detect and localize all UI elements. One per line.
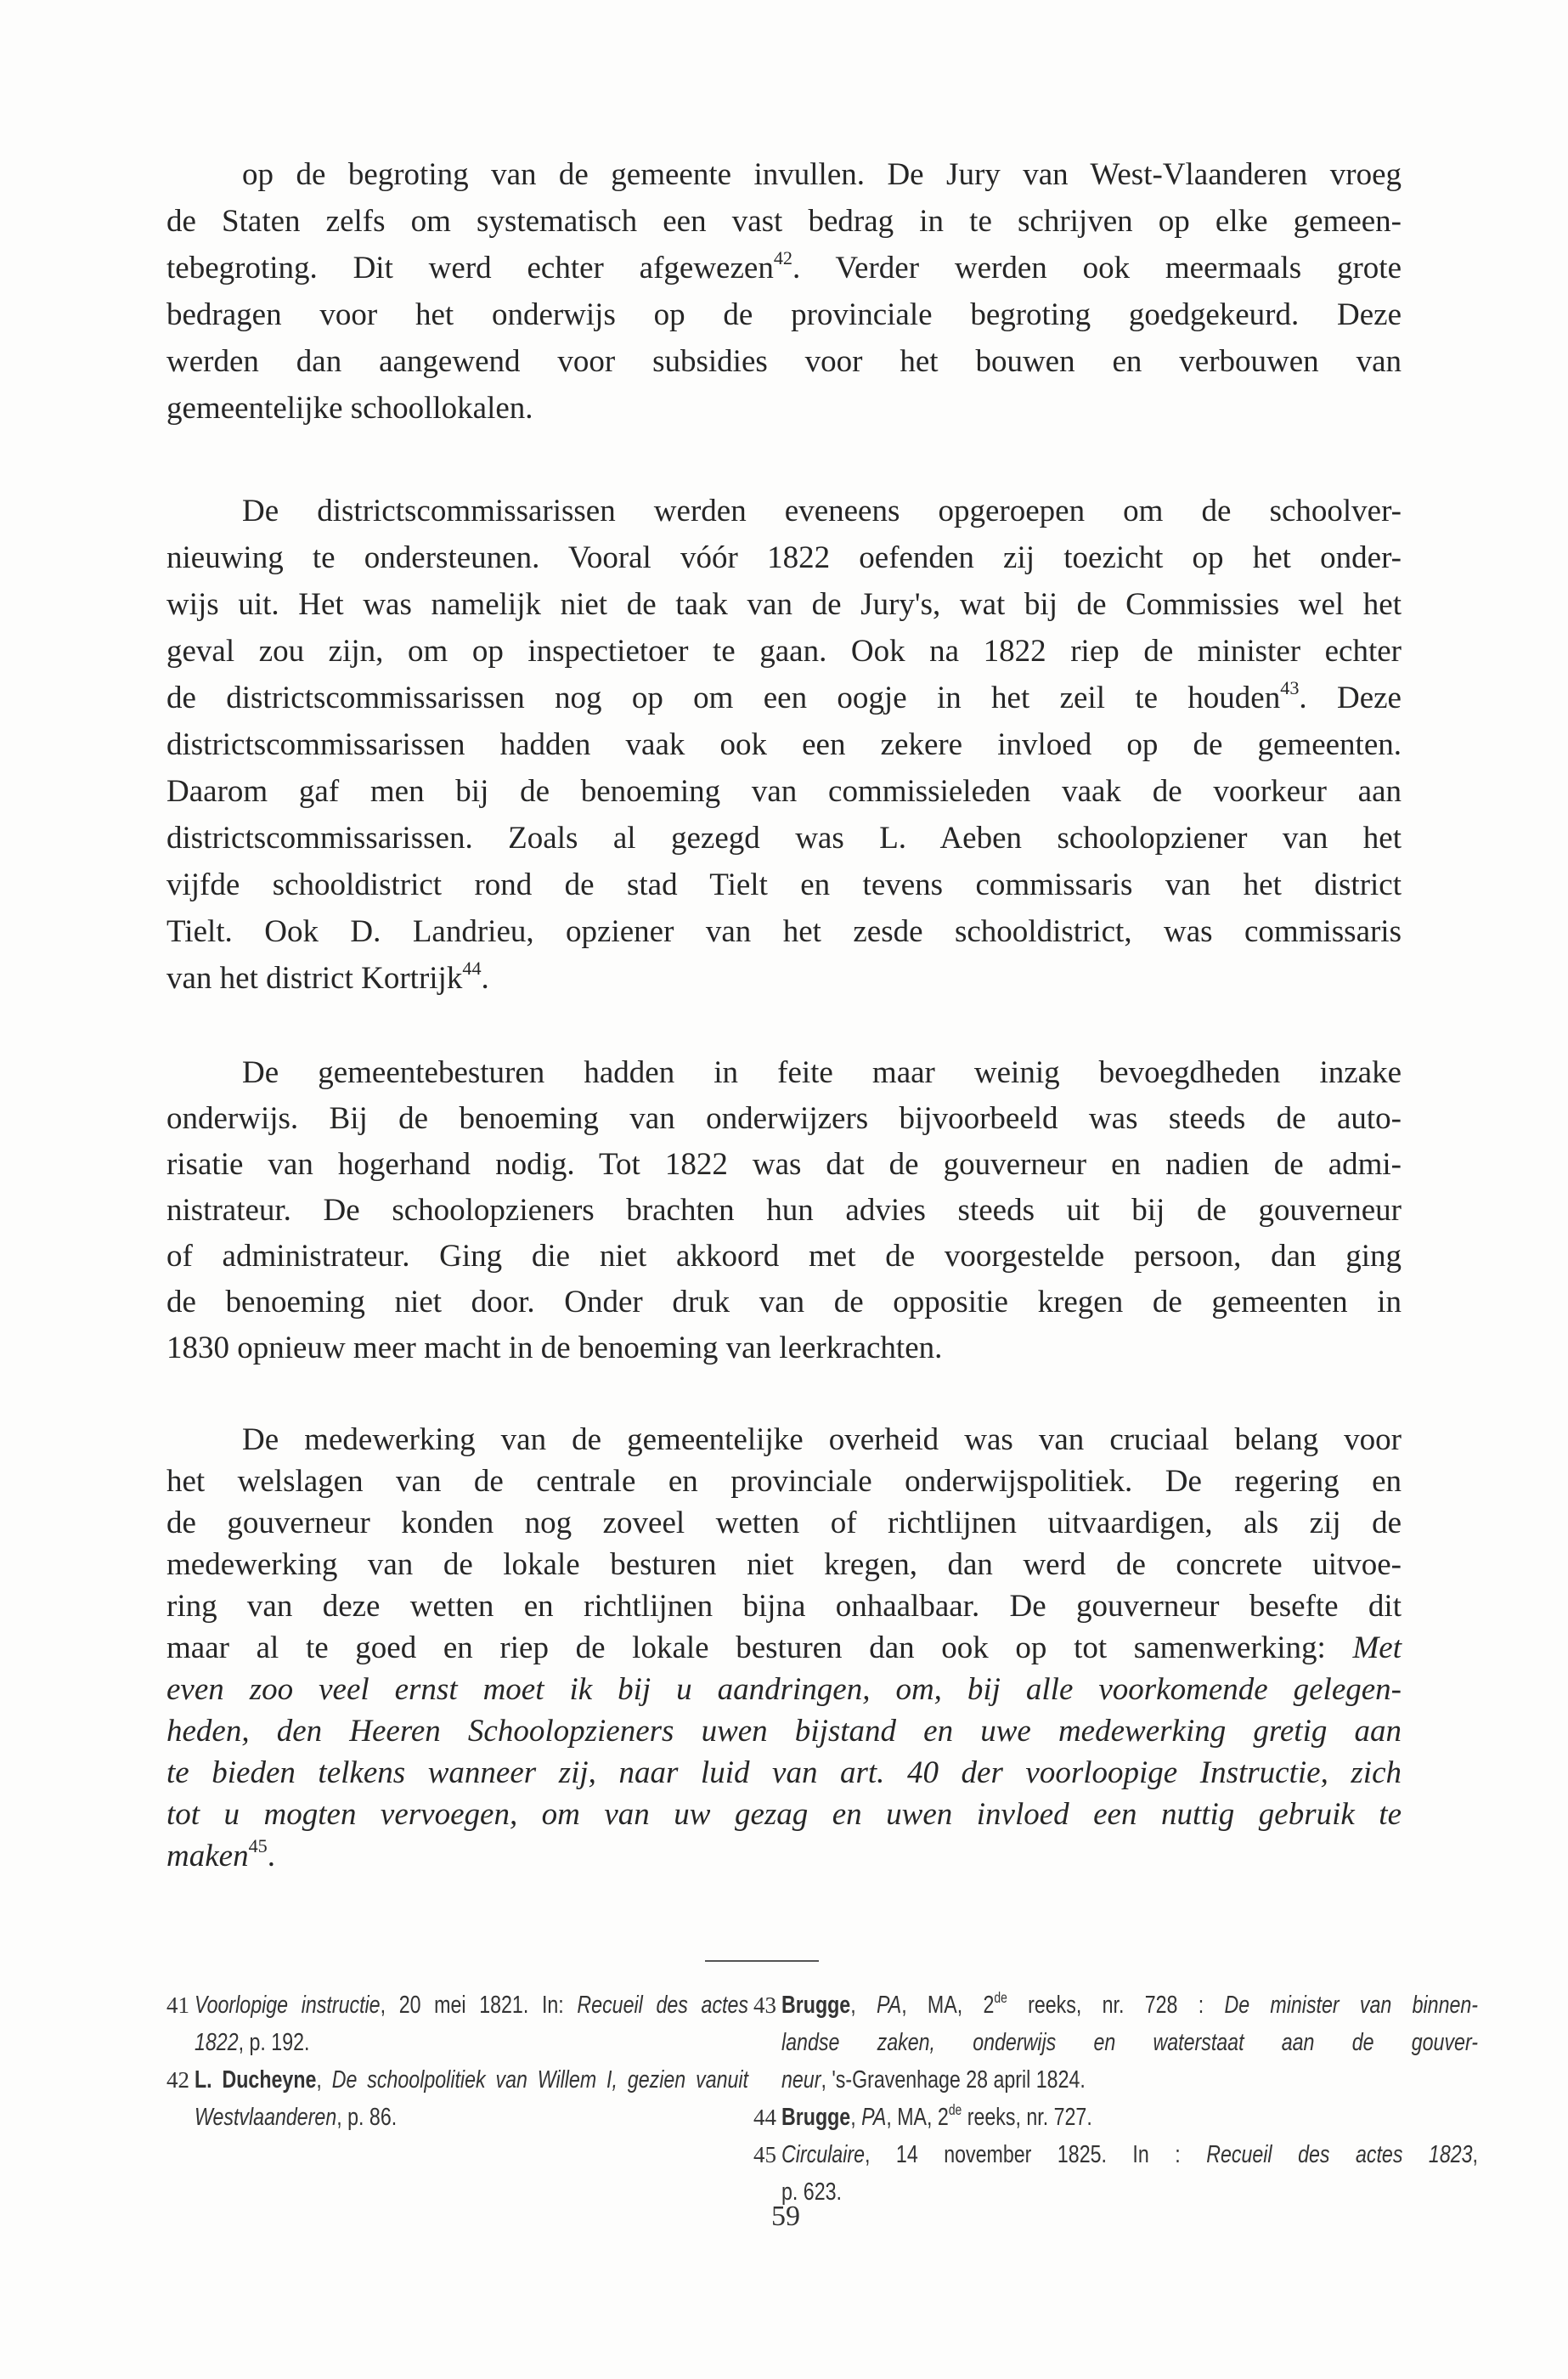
text-segment: van het district Kortrijk xyxy=(166,961,463,996)
text-segment: . xyxy=(481,961,489,996)
text-segment: werden dan aangewend voor subsidies voor het bouwen en verbouwen van xyxy=(166,344,1402,379)
text-segment: Met xyxy=(1352,1630,1402,1665)
text-line xyxy=(166,1188,1402,1234)
footnote-line xyxy=(195,2024,748,2061)
text-segment: bedragen voor het onderwijs op de provinciale begroting goedgekeurd. Deze xyxy=(166,297,1402,332)
text-segment: het welslagen van de centrale en provinciale onderwijspolitiek. De regering en xyxy=(166,1464,1402,1499)
text-line xyxy=(166,338,1402,385)
text-segment: tebegroting. Dit werd echter afgewezen xyxy=(166,251,774,285)
superscript: 43 xyxy=(1280,677,1300,699)
text-segment: Daarom gaf men bij de benoeming van commissieleden vaak de voorkeur aan xyxy=(166,774,1402,809)
text-segment: PA xyxy=(861,2104,887,2131)
text-line xyxy=(166,1502,1402,1544)
text-segment: maar al te goed en riep de lokale besturen dan ook op tot samenwerking: xyxy=(166,1630,1353,1665)
text-segment: , MA, 2 xyxy=(886,2104,949,2131)
paragraph-4 xyxy=(166,1419,1402,1877)
text-segment: De gemeentebesturen hadden in feite maar weinig bevoegdheden inzake xyxy=(242,1055,1402,1090)
footnote-number: 43 xyxy=(753,1992,776,2018)
text-segment: vijfde schooldistrict rond de stad Tielt en tevens commissaris van het district xyxy=(166,867,1402,902)
text-segment: reeks, nr. 728 : xyxy=(1007,1992,1225,2019)
footnote-line xyxy=(781,2173,1478,2211)
text-segment: Brugge xyxy=(781,2104,851,2131)
text-segment: landse zaken, onderwijs en waterstaat aan de gouver- xyxy=(781,2029,1478,2056)
text-segment: Recueil des actes 1823 xyxy=(1206,2141,1473,2168)
text-segment: Voorlopige instructie xyxy=(195,1992,381,2019)
text-segment: nistrateur. De schoolopzieners brachten hun advies steeds uit bij de gouverneur xyxy=(166,1193,1402,1228)
text-segment: De minister van binnen- xyxy=(1224,1992,1478,2019)
text-line xyxy=(166,1325,1402,1371)
text-segment: geval zou zijn, om op inspectietoer te gaan. Ook na 1822 riep de minister echter xyxy=(166,634,1402,669)
text-segment: op de begroting van de gemeente invullen. De Jury van West-Vlaanderen vroeg xyxy=(242,157,1402,192)
paragraph-1 xyxy=(166,151,1402,432)
text-segment: districtscommissarissen. Zoals al gezegd was L. Aeben schoolopziener van het xyxy=(166,821,1402,856)
text-segment: de Staten zelfs om systematisch een vast bedrag in te schrijven op elke gemeen- xyxy=(166,204,1402,239)
text-line xyxy=(166,1050,1402,1096)
text-segment: 1822 xyxy=(195,2029,239,2056)
text-segment: Tielt. Ook D. Landrieu, opziener van het zesde schooldistrict, was commissaris xyxy=(166,914,1402,949)
footnote-line xyxy=(781,2024,1478,2061)
text-line xyxy=(166,198,1402,245)
text-segment: heden, den Heeren Schoolopzieners uwen bijstand en uwe medewerking gretig aan xyxy=(166,1714,1402,1749)
superscript: 44 xyxy=(462,958,482,980)
superscript: 45 xyxy=(248,1835,268,1857)
text-line xyxy=(166,1461,1402,1502)
text-segment: . xyxy=(267,1839,276,1873)
text-line xyxy=(166,1710,1402,1752)
footnote-line xyxy=(781,2099,1478,2136)
text-line xyxy=(166,1096,1402,1142)
footnote-line xyxy=(781,2136,1478,2173)
text-line xyxy=(166,151,1402,198)
footnote-line xyxy=(781,1986,1478,2024)
footnote-number: 45 xyxy=(753,2142,776,2167)
text-segment: , xyxy=(1472,2141,1478,2168)
superscript: de xyxy=(994,1988,1007,2006)
text-segment: Recueil des actes xyxy=(577,1992,748,2019)
text-line xyxy=(166,1627,1402,1669)
text-segment: ring van deze wetten en richtlijnen bijna onhaalbaar. De gouverneur besefte dit xyxy=(166,1589,1402,1624)
text-segment: PA xyxy=(876,1992,902,2019)
text-segment: wijs uit. Het was namelijk niet de taak van de Jury's, wat bij de Commissies wel het xyxy=(166,587,1402,622)
footnote-line xyxy=(195,2099,748,2136)
text-segment: , MA, 2 xyxy=(901,1992,995,2019)
text-segment: Westvlaanderen xyxy=(195,2104,337,2131)
text-line xyxy=(166,1585,1402,1627)
text-segment: Circulaire xyxy=(781,2141,865,2168)
text-segment: , xyxy=(850,2104,862,2131)
text-segment: gemeentelijke schoollokalen. xyxy=(166,391,533,426)
paragraph-2 xyxy=(166,488,1402,1002)
text-segment: De schoolpolitiek van Willem I, gezien vanuit xyxy=(331,2066,748,2094)
footnote-number: 44 xyxy=(753,2105,776,2130)
text-line xyxy=(166,675,1402,721)
text-segment: p. 623. xyxy=(781,2178,842,2206)
text-line xyxy=(166,768,1402,815)
text-segment: . Verder werden ook meermaals grote xyxy=(792,251,1402,285)
text-line xyxy=(166,245,1402,291)
superscript: 42 xyxy=(773,247,793,269)
footnote-line xyxy=(781,2061,1478,2099)
footnote-line xyxy=(195,2061,748,2099)
text-segment: De medewerking van de gemeentelijke overheid was van cruciaal belang voor xyxy=(242,1422,1402,1457)
text-segment: te bieden telkens wanneer zij, naar luid van art. 40 der voorloopige Instructie, zich xyxy=(166,1755,1402,1790)
text-line xyxy=(166,1752,1402,1794)
text-line xyxy=(166,1234,1402,1280)
text-segment: maken xyxy=(166,1839,249,1873)
text-line xyxy=(166,1794,1402,1835)
text-segment: nieuwing te ondersteunen. Vooral vóór 1822 oefenden zij toezicht op het onder- xyxy=(166,540,1402,575)
footnote-divider xyxy=(705,1960,819,1962)
text-line xyxy=(166,1280,1402,1325)
text-segment: , 14 november 1825. In : xyxy=(864,2141,1207,2168)
text-line xyxy=(166,385,1402,432)
footnote-number: 41 xyxy=(166,1992,189,2018)
text-segment: de gouverneur konden nog zoveel wetten of richtlijnen uitvaardigen, als zij de xyxy=(166,1506,1402,1540)
text-segment: 1830 opnieuw meer macht in de benoeming van leerkrachten. xyxy=(166,1331,943,1365)
text-line xyxy=(166,628,1402,675)
text-segment: of administrateur. Ging die niet akkoord met de voorgestelde persoon, dan ging xyxy=(166,1239,1402,1274)
text-line xyxy=(166,534,1402,581)
text-line xyxy=(166,1419,1402,1461)
footnote-number: 42 xyxy=(166,2067,189,2093)
text-segment: , 's-Gravenhage 28 april 1824. xyxy=(821,2066,1086,2094)
text-segment: de districtscommissarissen nog op om een oogje in het zeil te houden xyxy=(166,681,1281,715)
text-segment: onderwijs. Bij de benoeming van onderwijzers bijvoorbeeld was steeds de auto- xyxy=(166,1101,1402,1136)
superscript: de xyxy=(948,2100,962,2118)
text-segment: , xyxy=(850,1992,877,2019)
footnote-line xyxy=(195,1986,748,2024)
text-line xyxy=(166,1835,1402,1877)
text-line xyxy=(166,862,1402,908)
text-segment: , xyxy=(316,2066,332,2094)
text-segment: tot u mogten vervoegen, om van uw gezag en uwen invloed een nuttig gebruik te xyxy=(166,1797,1402,1832)
text-segment: De districtscommissarissen werden eveneens opgeroepen om de schoolver- xyxy=(242,494,1402,528)
text-segment: neur xyxy=(781,2066,821,2094)
text-segment: districtscommissarissen hadden vaak ook een zekere invloed op de gemeenten. xyxy=(166,727,1402,762)
text-segment: de benoeming niet door. Onder druk van de oppositie kregen de gemeenten in xyxy=(166,1285,1402,1319)
text-segment: medewerking van de lokale besturen niet kregen, dan werd de concrete uitvoe- xyxy=(166,1547,1402,1582)
text-line xyxy=(166,1669,1402,1710)
text-segment: , p. 192. xyxy=(238,2029,310,2056)
text-segment: , p. 86. xyxy=(336,2104,398,2131)
text-segment: . Deze xyxy=(1299,681,1402,715)
text-line xyxy=(166,488,1402,534)
text-segment: , 20 mei 1821. In: xyxy=(380,1992,578,2019)
page-number: 59 xyxy=(771,2201,800,2232)
text-segment: Brugge xyxy=(781,1992,851,2019)
text-segment: risatie van hogerhand nodig. Tot 1822 was dat de gouverneur en nadien de admi- xyxy=(166,1147,1402,1182)
text-line xyxy=(166,721,1402,768)
text-segment: even zoo veel ernst moet ik bij u aandringen, om, bij alle voorkomende gelegen- xyxy=(166,1672,1402,1707)
text-segment: reeks, nr. 727. xyxy=(962,2104,1092,2131)
text-line xyxy=(166,581,1402,628)
paragraph-3 xyxy=(166,1050,1402,1371)
text-line xyxy=(166,1544,1402,1585)
text-line xyxy=(166,908,1402,955)
text-line xyxy=(166,1142,1402,1188)
text-line xyxy=(166,815,1402,862)
text-segment: L. Ducheyne xyxy=(195,2066,317,2094)
text-line xyxy=(166,955,1402,1002)
text-line xyxy=(166,291,1402,338)
